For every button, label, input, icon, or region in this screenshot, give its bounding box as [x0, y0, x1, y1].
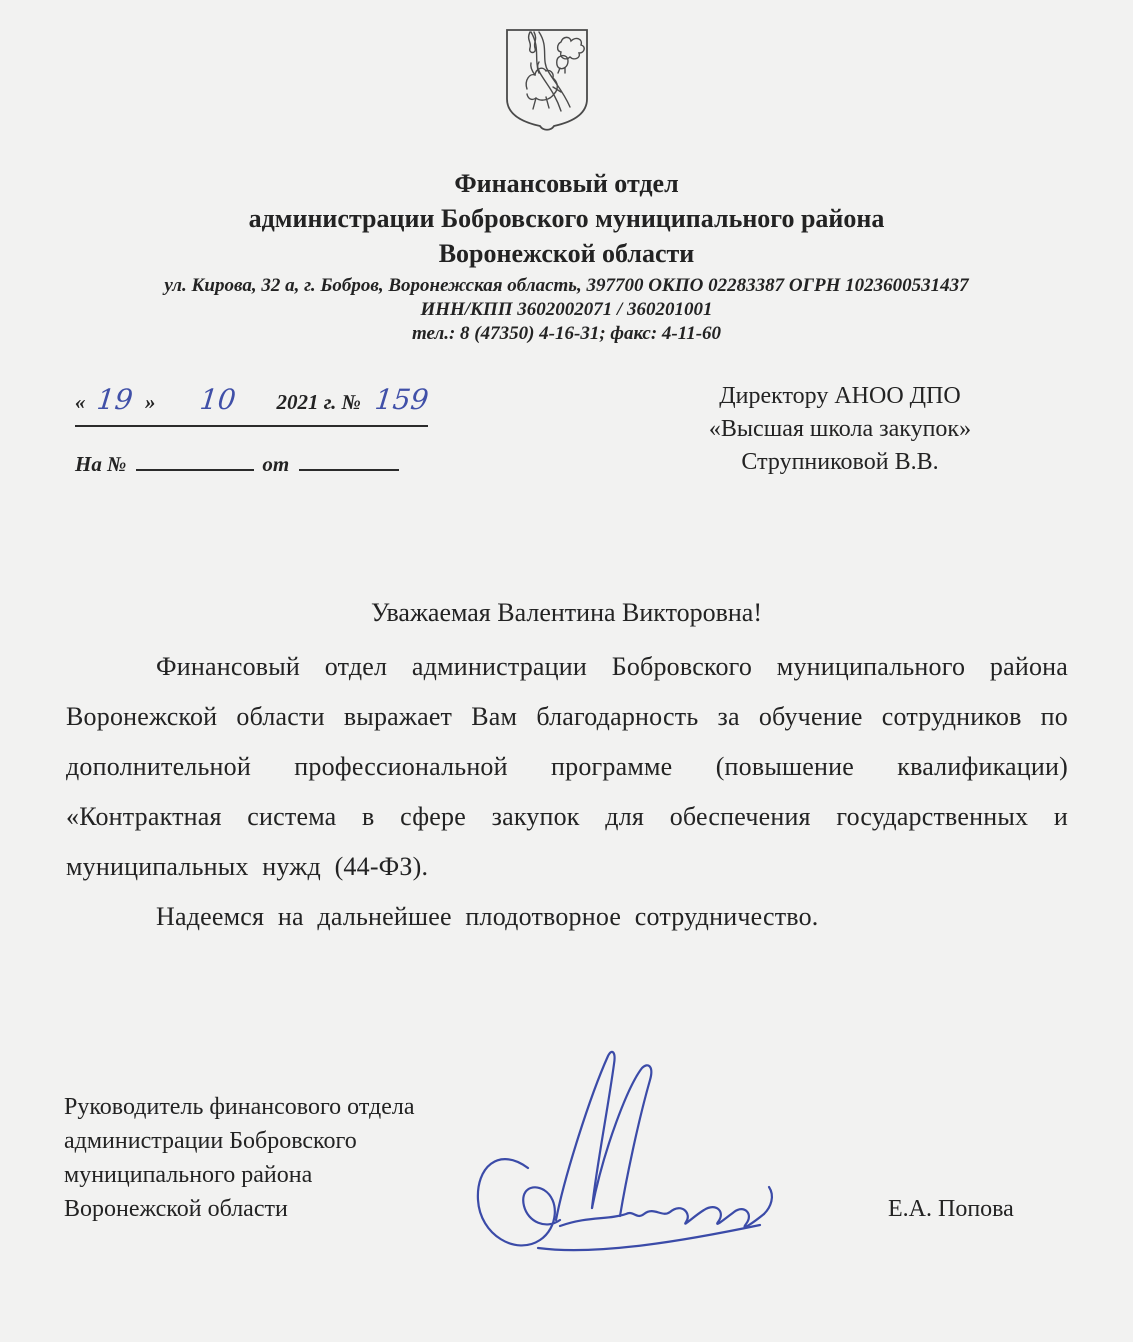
date-number-row: [75, 383, 430, 427]
reply-date-blank-line: [299, 449, 399, 471]
year-number-label: 2021 г. №: [276, 390, 361, 414]
signer-position-line: Воронежской области: [64, 1196, 288, 1222]
signer-position-line: муниципального района: [64, 1162, 313, 1188]
requisites-line: ИНН/КПП 3602002071 / 360201001: [420, 299, 713, 320]
org-name-line: Воронежской области: [438, 239, 695, 268]
handwritten-outgoing-number: 159: [372, 383, 430, 416]
reply-number-blank-line: [136, 449, 254, 471]
addressee-line: «Высшая школа закупок»: [708, 416, 972, 442]
open-quote: «: [75, 390, 86, 414]
handwritten-signature: [468, 1028, 798, 1276]
addressee-line: Струпниковой В.В.: [741, 449, 939, 475]
reply-from-label: от: [262, 452, 290, 476]
signer-position-block: [64, 1090, 415, 1226]
handwritten-day: 19: [95, 383, 135, 416]
handwritten-month: 10: [198, 383, 238, 416]
reference-block: [75, 383, 430, 477]
signer-name: Е.А. Попова: [888, 1196, 1014, 1222]
requisites-line: ул. Кирова, 32 а, г. Бобров, Воронежская область, 397700 ОКПО 02283387 ОГРН 1023600531437: [164, 275, 969, 296]
letter-body: [66, 642, 1068, 942]
close-quote: »: [145, 390, 156, 414]
signer-position-line: администрации Бобровского: [64, 1128, 357, 1154]
reply-reference-row: [75, 449, 428, 477]
requisites-line: тел.: 8 (47350) 4-16-31; факс: 4-11-60: [411, 323, 722, 344]
body-paragraph: Надеемся на дальнейшее плодотворное сотрудничество.: [156, 902, 819, 931]
org-name-line: администрации Бобровского муниципального района: [248, 204, 885, 233]
body-paragraph: Финансовый отдел администрации Бобровского муниципального района Воронежской области выражает Вам благодарность за обучение сотрудников по дополнительной профессиональной программе (повышение квалификации) «Контрактная система в сфере закупок для обеспечения государственных и муниципальных нужд (44-ФЗ).: [66, 652, 1068, 881]
org-name-line: Финансовый отдел: [454, 169, 679, 198]
salutation: Уважаемая Валентина Викторовна!: [371, 598, 762, 627]
addressee-line: Директору АНОО ДПО: [719, 383, 961, 409]
org-header: [0, 166, 1133, 271]
reply-number-label: На №: [75, 452, 127, 476]
coat-of-arms-icon: [503, 26, 591, 132]
addressee-block: [655, 380, 1025, 479]
org-requisites: [0, 274, 1133, 346]
signer-position-line: Руководитель финансового отдела: [64, 1094, 415, 1120]
